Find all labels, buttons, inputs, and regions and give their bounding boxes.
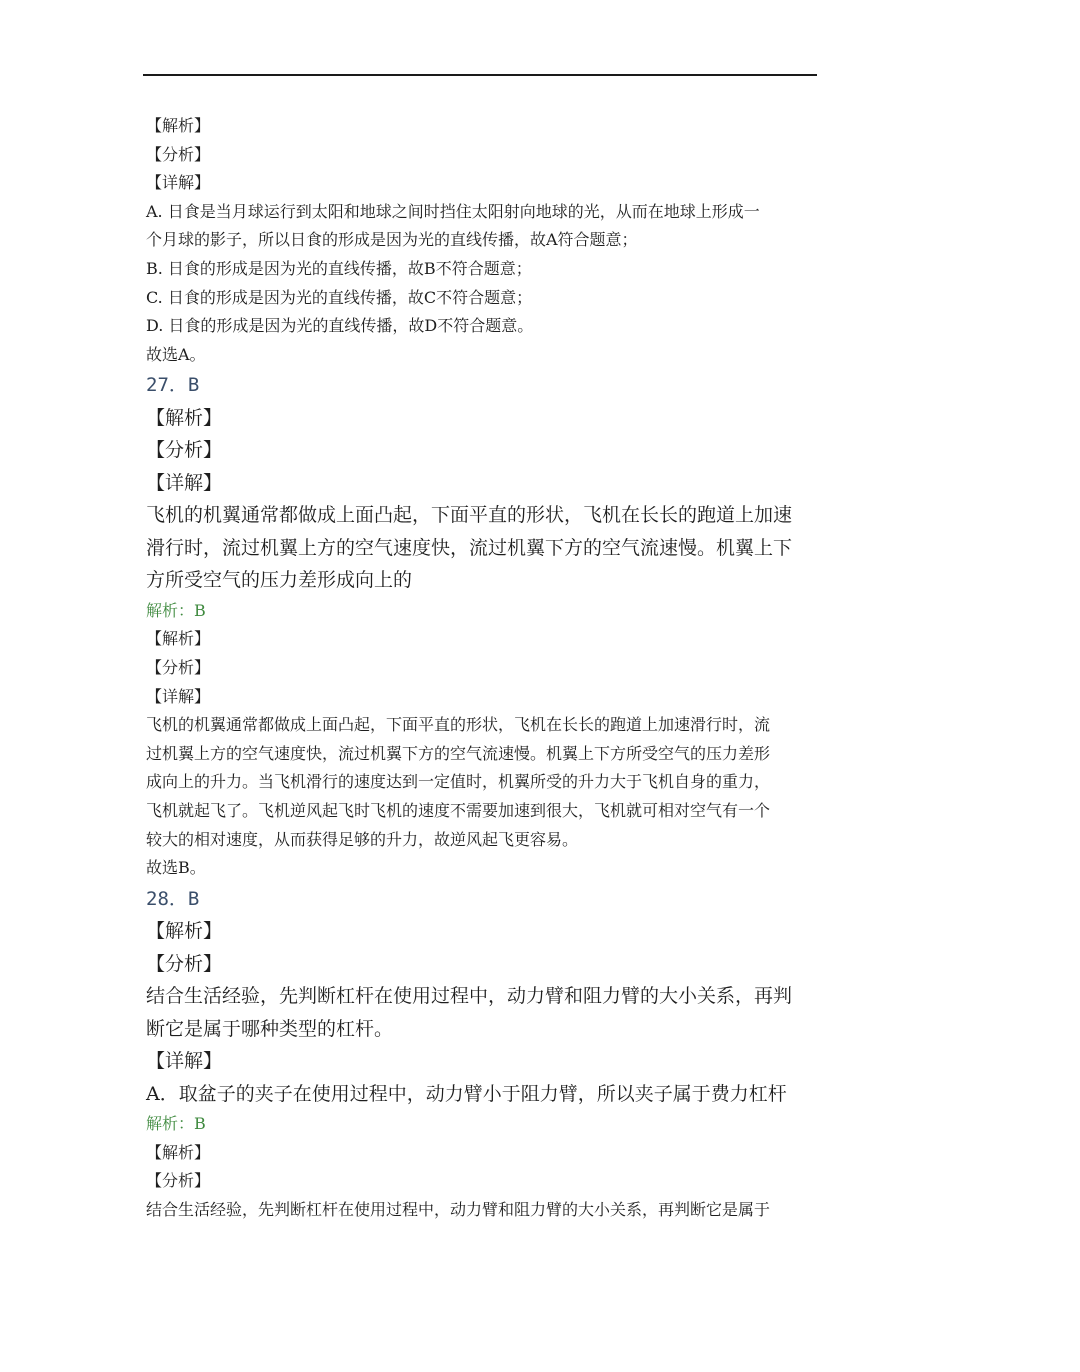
text-line: 滑行时，流过机翼上方的空气速度快，流过机翼下方的空气流速慢。机翼上下 (146, 536, 793, 559)
text-line: 飞机的机翼通常都做成上面凸起，下面平直的形状，飞机在长长的跑道上加速 (146, 504, 793, 527)
question-number-27: 27．B (146, 374, 200, 397)
text-line: 成向上的升力。当飞机滑行的速度达到一定值时，机翼所受的升力大于飞机自身的重力， (146, 772, 771, 792)
text-line: C. 日食的形成是因为光的直线传播，故C不符合题意； (146, 287, 533, 307)
text-line: B. 日食的形成是因为光的直线传播，故B不符合题意； (146, 258, 532, 278)
text-line: 方所受空气的压力差形成向上的 (146, 569, 413, 592)
conclusion-line: 故选B。 (146, 858, 206, 878)
text-line: A. 日食是当月球运行到太阳和地球之间时挡住太阳射向地球的光，从而在地球上形成一 (146, 201, 760, 221)
heading-xiangjie: 【详解】 (146, 173, 211, 193)
heading-xiangjie: 【详解】 (146, 1050, 223, 1073)
section-27-answer (146, 369, 826, 597)
text-line: 结合生活经验，先判断杠杆在使用过程中，动力臂和阻力臂的大小关系，再判断它是属于 (146, 1200, 771, 1220)
text-line: 个月球的影子，所以日食的形成是因为光的直线传播，故A符合题意； (146, 230, 638, 250)
text-line: 飞机就起飞了。飞机逆风起飞时飞机的速度不需要加速到很大，飞机就可相对空气有一个 (146, 801, 771, 820)
heading-fenxi: 【分析】 (146, 439, 223, 462)
heading-fenxi: 【分析】 (146, 658, 211, 678)
question-number-28: 28．B (146, 887, 200, 910)
section-26-answer (146, 112, 826, 369)
header-rule (143, 74, 817, 76)
heading-xiangjie: 【详解】 (146, 686, 211, 706)
text-line: 断它是属于哪种类型的杠杆。 (146, 1017, 394, 1040)
text-line: 较大的相对速度，从而获得足够的升力，故逆风起飞更容易。 (146, 829, 579, 849)
heading-jiexi: 【解析】 (146, 629, 211, 649)
analysis-label: 解析：B (146, 600, 206, 620)
text-line: 飞机的机翼通常都做成上面凸起，下面平直的形状，飞机在长长的跑道上加速滑行时，流 (146, 715, 771, 735)
heading-fenxi: 【分析】 (146, 952, 223, 975)
heading-fenxi: 【分析】 (146, 144, 211, 164)
heading-jiexi: 【解析】 (146, 406, 223, 429)
heading-xiangjie: 【详解】 (146, 471, 223, 494)
text-line: 过机翼上方的空气速度快，流过机翼下方的空气流速慢。机翼上下方所受空气的压力差形 (146, 743, 771, 763)
text-line: D. 日食的形成是因为光的直线传播，故D不符合题意。 (146, 316, 534, 336)
section-27-analysis (146, 597, 826, 883)
heading-jiexi: 【解析】 (146, 116, 211, 135)
heading-jiexi: 【解析】 (146, 1142, 211, 1162)
analysis-label: 解析：B (146, 1114, 206, 1134)
heading-jiexi: 【解析】 (146, 920, 223, 943)
document-body (146, 112, 826, 1225)
text-line: A．取盆子的夹子在使用过程中，动力臂小于阻力臂，所以夹子属于费力杠杆 (146, 1082, 787, 1105)
heading-fenxi: 【分析】 (146, 1171, 211, 1191)
text-line: 结合生活经验，先判断杠杆在使用过程中，动力臂和阻力臂的大小关系，再判 (146, 985, 793, 1008)
conclusion-line: 故选A。 (146, 344, 206, 364)
section-28-answer (146, 883, 826, 1111)
section-28-analysis (146, 1110, 826, 1224)
